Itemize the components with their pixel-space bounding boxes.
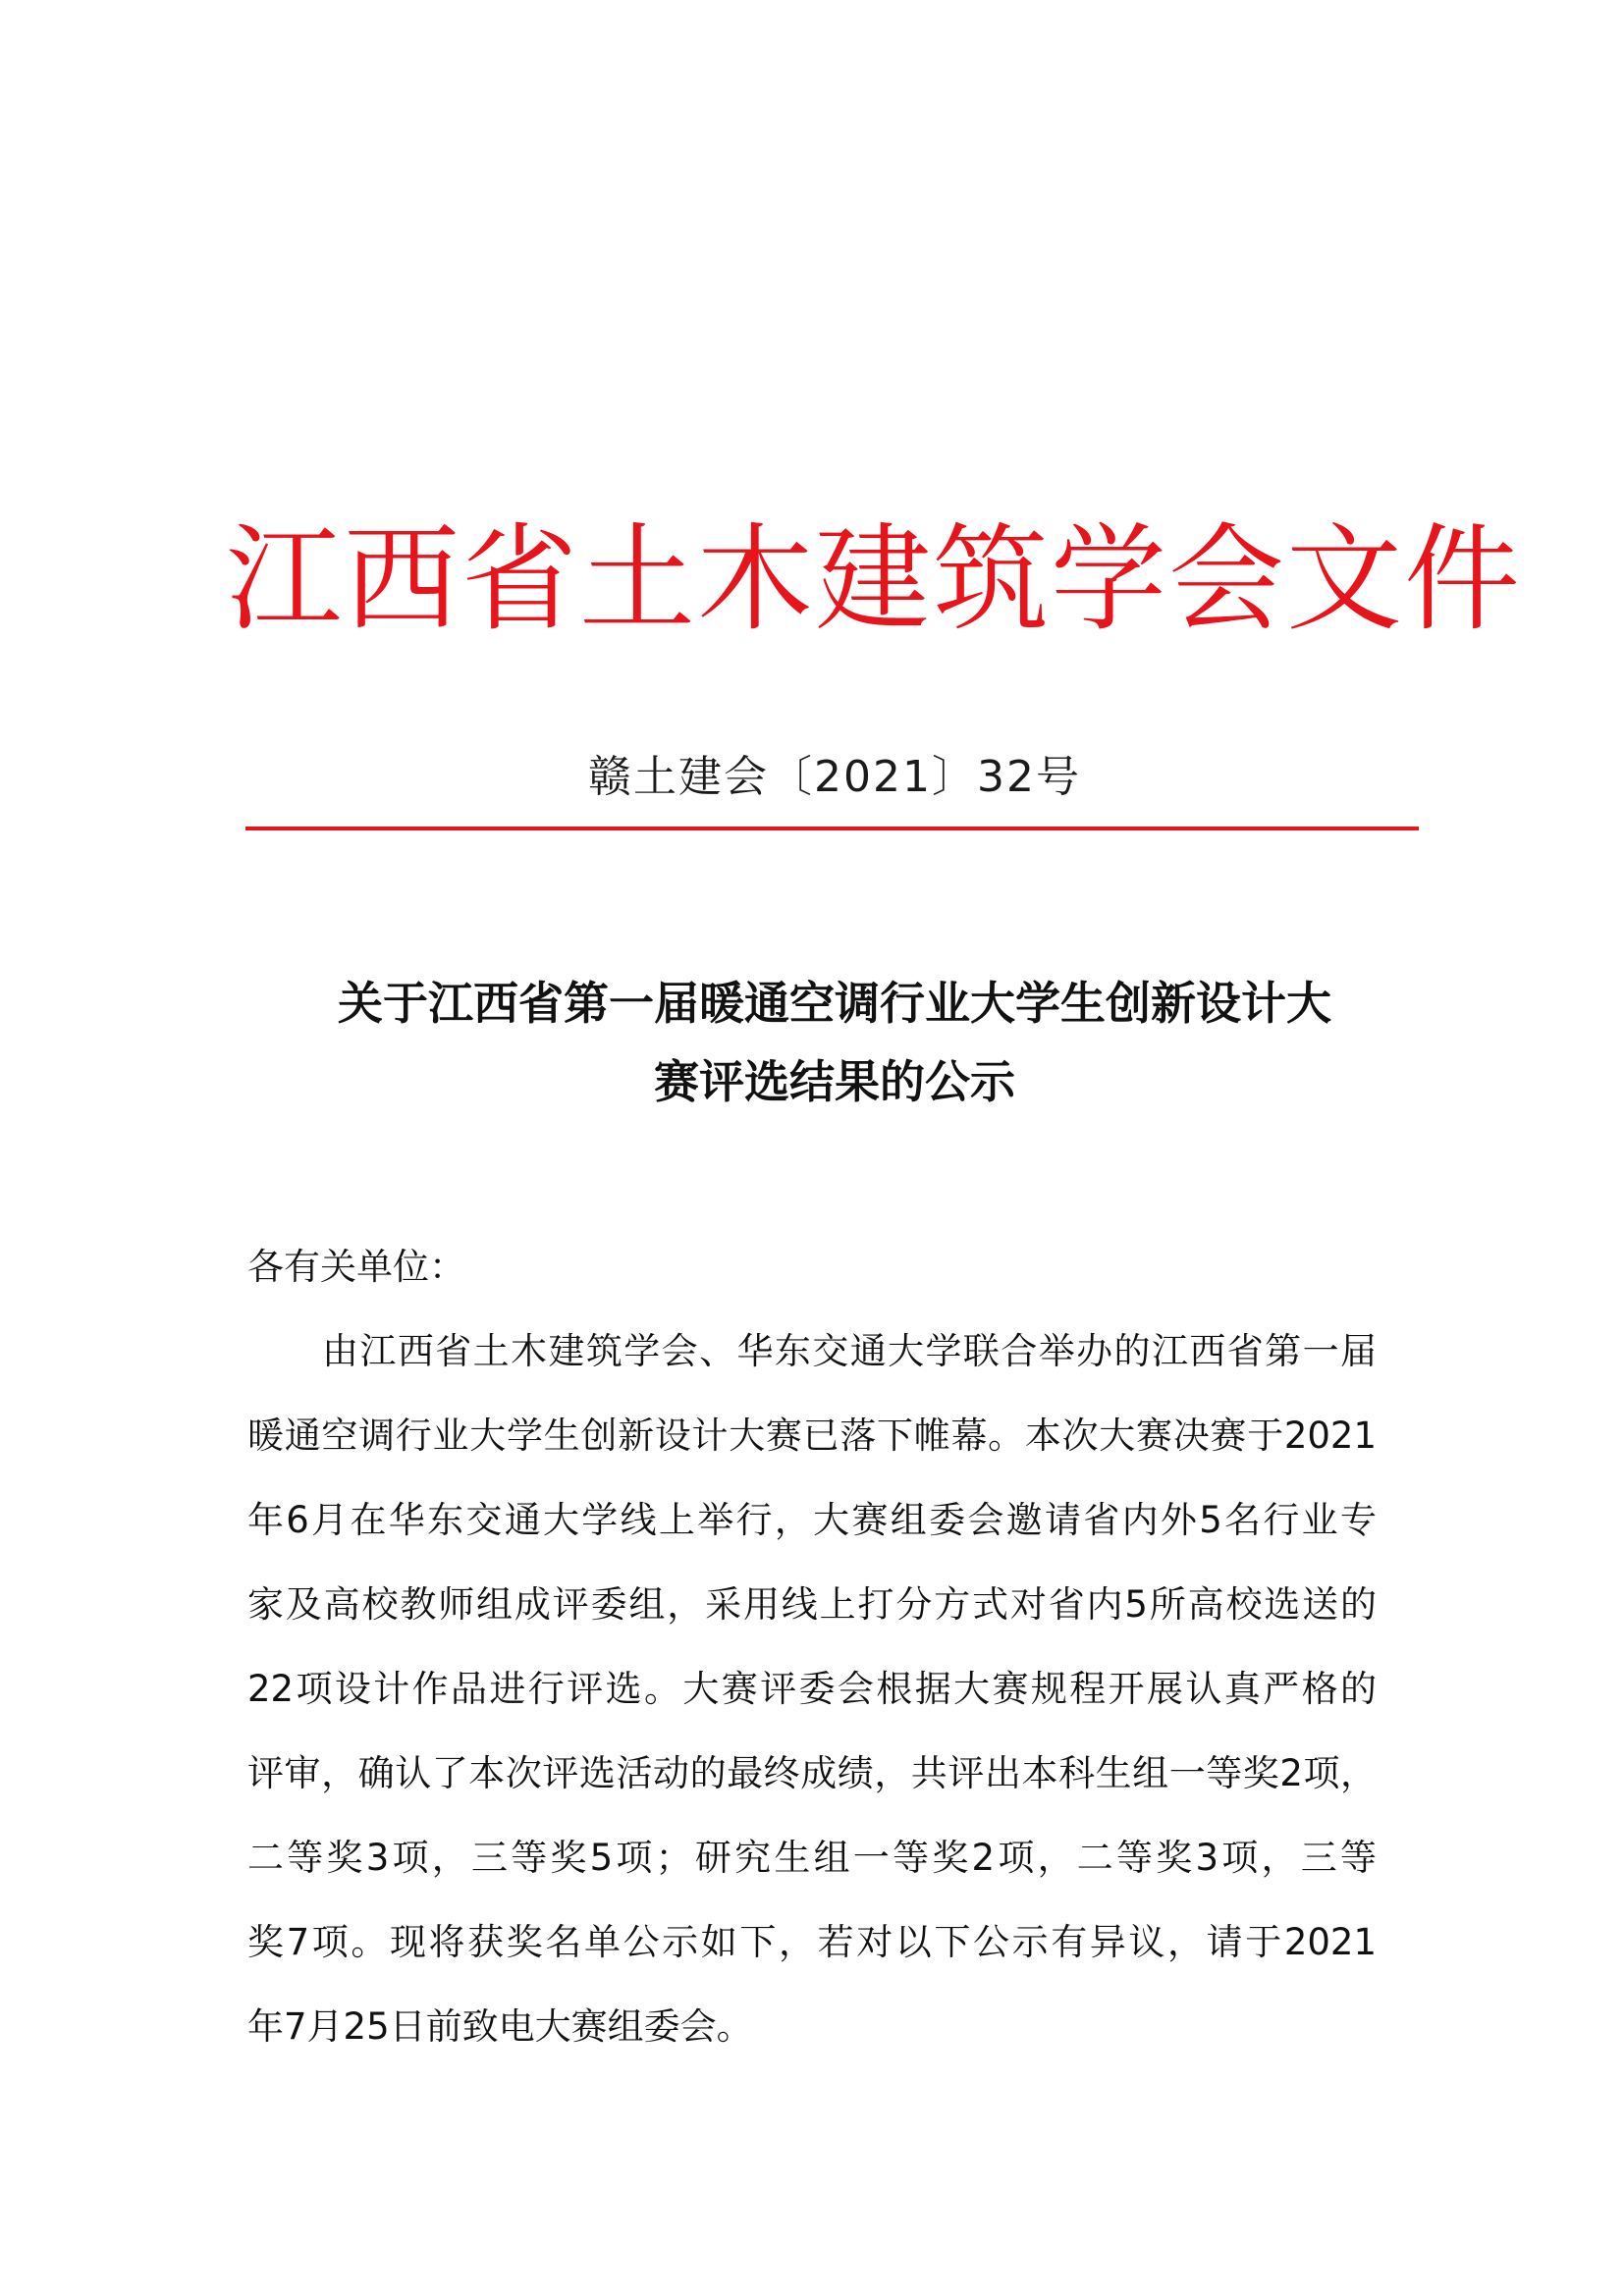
paragraph-line: 评审，确认了本次评选活动的最终成绩，共评出本科生组一等奖2项， bbox=[247, 1752, 1377, 1794]
paragraph-line: 22项设计作品进行评选。大赛评委会根据大赛规程开展认真严格的 bbox=[247, 1668, 1377, 1710]
paragraph-line: 由江西省土木建筑学会、华东交通大学联合举办的江西省第一届 bbox=[322, 1330, 1377, 1372]
red-divider bbox=[245, 827, 1419, 830]
paragraph-line: 二等奖3项，三等奖5项；研究生组一等奖2项，二等奖3项，三等 bbox=[247, 1837, 1377, 1879]
document-body bbox=[247, 1225, 1377, 2069]
paragraph-line: 奖7项。现将获奖名单公示如下，若对以下公示有异议，请于2021 bbox=[247, 1921, 1377, 1963]
organization-header: 江西省土木建筑学会文件 bbox=[226, 511, 1523, 647]
salutation: 各有关单位： bbox=[247, 1246, 465, 1288]
paragraph-line: 年6月在华东交通大学线上举行，大赛组委会邀请省内外5名行业专 bbox=[247, 1499, 1377, 1541]
title-line-1: 关于江西省第一届暖通空调行业大学生创新设计大 bbox=[338, 977, 1331, 1030]
paragraph-line: 暖通空调行业大学生创新设计大赛已落下帷幕。本次大赛决赛于2021 bbox=[247, 1415, 1377, 1457]
paragraph-line: 年7月25日前致电大赛组委会。 bbox=[247, 2005, 753, 2048]
title-line-2: 赛评选结果的公示 bbox=[654, 1055, 1015, 1108]
document-title bbox=[245, 964, 1424, 1121]
document-number: 赣土建会〔2021〕32号 bbox=[588, 752, 1081, 802]
paragraph-line: 家及高校教师组成评委组，采用线上打分方式对省内5所高校选送的 bbox=[247, 1583, 1377, 1626]
